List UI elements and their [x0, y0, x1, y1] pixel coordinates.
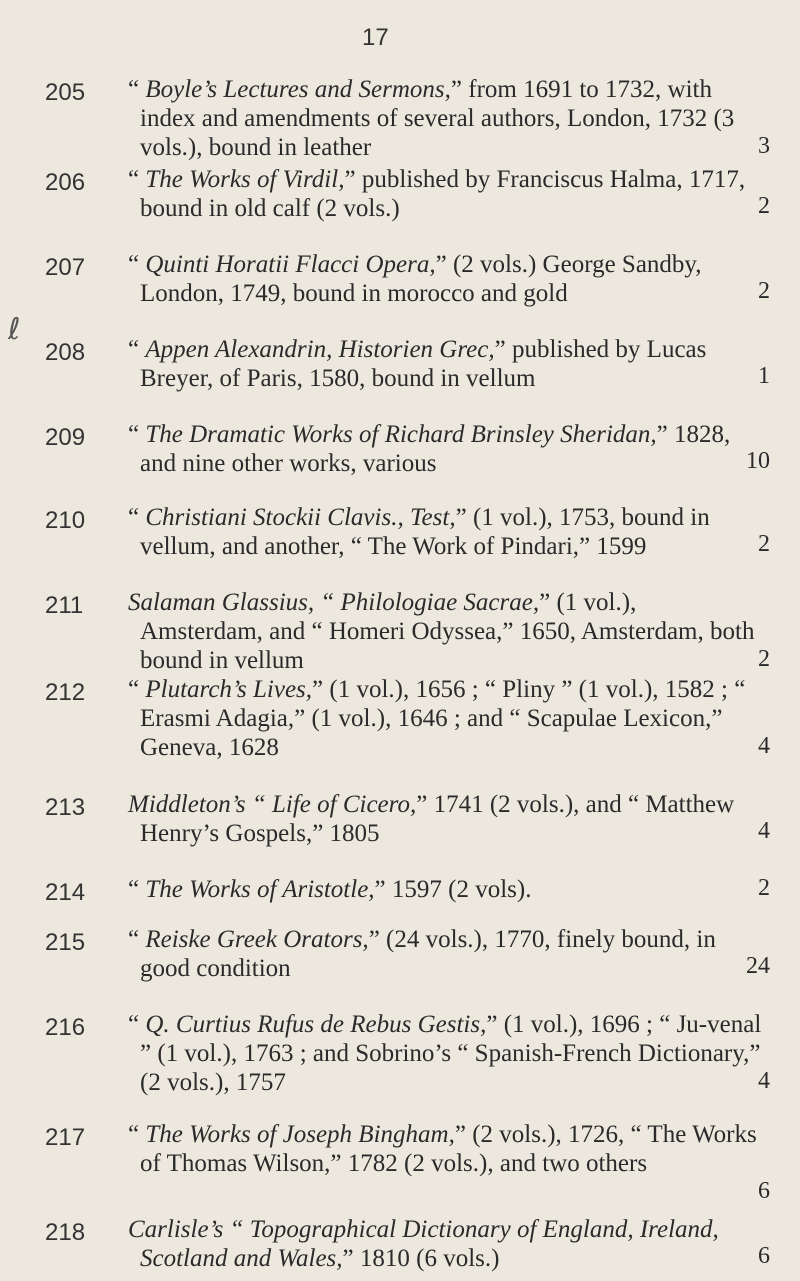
lot-number: 213	[45, 794, 86, 821]
close-quote: ”	[416, 791, 428, 818]
lot-description	[128, 75, 762, 162]
lot-description	[128, 790, 762, 848]
lot-details: (1 vol.), 1753, bound in vellum, and another, “ The Work of Pindari,” 1599	[140, 504, 710, 560]
open-quote: “	[128, 251, 146, 278]
open-quote: “	[128, 76, 146, 103]
lot-title: The Works of Virdil,	[145, 166, 345, 193]
close-quote: ”	[450, 76, 462, 103]
lot-price: 3	[758, 133, 770, 159]
page-number: 17	[362, 24, 389, 51]
close-quote: ”	[494, 336, 506, 363]
close-quote: ”	[455, 504, 467, 531]
open-quote: “	[128, 926, 146, 953]
lot-description	[128, 335, 762, 393]
lot-price: 1	[758, 363, 770, 389]
lot-description	[128, 588, 762, 675]
lot-details: (1 vol.), 1656 ; “ Pliny ” (1 vol.), 1582 ; “ Erasmi Adagia,” (1 vol.), 1646 ; and “ Scapulae Lexicon,” Geneva, 1628	[140, 676, 746, 761]
lot-title: Q. Curtius Rufus de Rebus Gestis,	[145, 1011, 487, 1038]
lot-description	[128, 165, 762, 223]
margin-mark: ℓ	[8, 312, 21, 347]
lot-number: 211	[45, 592, 84, 619]
open-quote: “	[128, 676, 146, 703]
lot-details: (2 vols.), 1726, “ The Works of Thomas Wilson,” 1782 (2 vols.), and two others	[140, 1121, 757, 1177]
close-quote: ”	[312, 676, 324, 703]
lot-number: 218	[45, 1219, 86, 1246]
lot-title: Appen Alexandrin, Historien Grec,	[145, 336, 495, 363]
lot-price: 4	[758, 733, 770, 759]
lot-description	[128, 1120, 762, 1178]
lot-description	[128, 875, 762, 904]
lot-number: 212	[45, 679, 86, 706]
close-quote: ”	[539, 589, 551, 616]
lot-price: 4	[758, 1068, 770, 1094]
lot-title: Christiani Stockii Clavis., Test,	[145, 504, 456, 531]
lot-number: 209	[45, 424, 86, 451]
lot-price: 6	[758, 1243, 770, 1269]
lot-price: 2	[758, 646, 770, 672]
lot-price: 2	[758, 193, 770, 219]
lot-details: 1741 (2 vols.), and “ Matthew Henry’s Gospels,” 1805	[140, 791, 735, 847]
open-quote: “	[128, 1011, 146, 1038]
lot-title: Salaman Glassius, “ Philologiae Sacrae,	[128, 589, 540, 616]
lot-title: The Works of Joseph Bingham,	[145, 1121, 455, 1148]
lot-details: published by Franciscus Halma, 1717, bound in old calf (2 vols.)	[140, 166, 746, 222]
lot-price: 10	[746, 448, 770, 474]
open-quote: “	[128, 876, 146, 903]
lot-title: Quinti Horatii Flacci Opera,	[145, 251, 436, 278]
lot-title: The Dramatic Works of Richard Brinsley Sheridan,	[145, 421, 657, 448]
lot-details: 1828, and nine other works, various	[140, 421, 731, 477]
close-quote: ”	[656, 421, 668, 448]
lot-price: 2	[758, 875, 770, 901]
lot-description	[128, 675, 762, 762]
close-quote: ”	[374, 876, 386, 903]
open-quote: “	[128, 504, 146, 531]
lot-number: 217	[45, 1124, 86, 1151]
open-quote: “	[128, 1121, 146, 1148]
close-quote: ”	[368, 926, 380, 953]
lot-details: published by Lucas Breyer, of Paris, 1580, bound in vellum	[140, 336, 707, 392]
lot-number: 206	[45, 169, 86, 196]
lot-details: from 1691 to 1732, with index and amendments of several authors, London, 1732 (3 vols.), bound in leather	[140, 76, 735, 161]
lot-details: (1 vol.), 1696 ; “ Ju-venal ” (1 vol.), 1763 ; and Sobrino’s “ Spanish-French Dictionary,” (2 vols.), 1757	[140, 1011, 762, 1096]
lot-price: 24	[746, 953, 770, 979]
lot-number: 210	[45, 507, 86, 534]
lot-details: (24 vols.), 1770, finely bound, in good condition	[140, 926, 716, 982]
lot-description	[128, 420, 762, 478]
lot-price: 4	[758, 818, 770, 844]
lot-number: 208	[45, 339, 86, 366]
lot-title: The Works of Aristotle,	[145, 876, 375, 903]
lot-description	[128, 1010, 762, 1097]
lot-price: 2	[758, 531, 770, 557]
lot-details: 1810 (6 vols.)	[353, 1245, 500, 1272]
lot-title: Boyle’s Lectures and Sermons,	[145, 76, 451, 103]
lot-number: 207	[45, 254, 86, 281]
close-quote: ”	[344, 166, 356, 193]
lot-details: (2 vols.) George Sandby, London, 1749, bound in morocco and gold	[140, 251, 702, 307]
lot-number: 216	[45, 1014, 86, 1041]
lot-title: Middleton’s “ Life of Cicero,	[128, 791, 417, 818]
lot-title: Plutarch’s Lives,	[145, 676, 313, 703]
lot-title: Carlisle’s “ Topographical Dictionary of England, Ireland, Scotland and Wales,	[128, 1216, 719, 1272]
open-quote: “	[128, 336, 146, 363]
lot-description	[128, 925, 762, 983]
lot-price: 6	[758, 1178, 770, 1204]
lot-details: 1597 (2 vols).	[385, 876, 532, 903]
lot-price: 2	[758, 278, 770, 304]
lot-details: (1 vol.), Amsterdam, and “ Homeri Odyssea,” 1650, Amsterdam, both bound in vellum	[140, 589, 755, 674]
lot-description	[128, 1215, 762, 1273]
lot-number: 205	[45, 79, 86, 106]
lot-description	[128, 503, 762, 561]
lot-title: Reiske Greek Orators,	[145, 926, 369, 953]
open-quote: “	[128, 421, 146, 448]
close-quote: ”	[486, 1011, 498, 1038]
lot-number: 215	[45, 929, 86, 956]
close-quote: ”	[454, 1121, 466, 1148]
open-quote: “	[128, 166, 146, 193]
lot-number: 214	[45, 879, 86, 906]
lot-description	[128, 250, 762, 308]
close-quote: ”	[342, 1245, 354, 1272]
close-quote: ”	[435, 251, 447, 278]
